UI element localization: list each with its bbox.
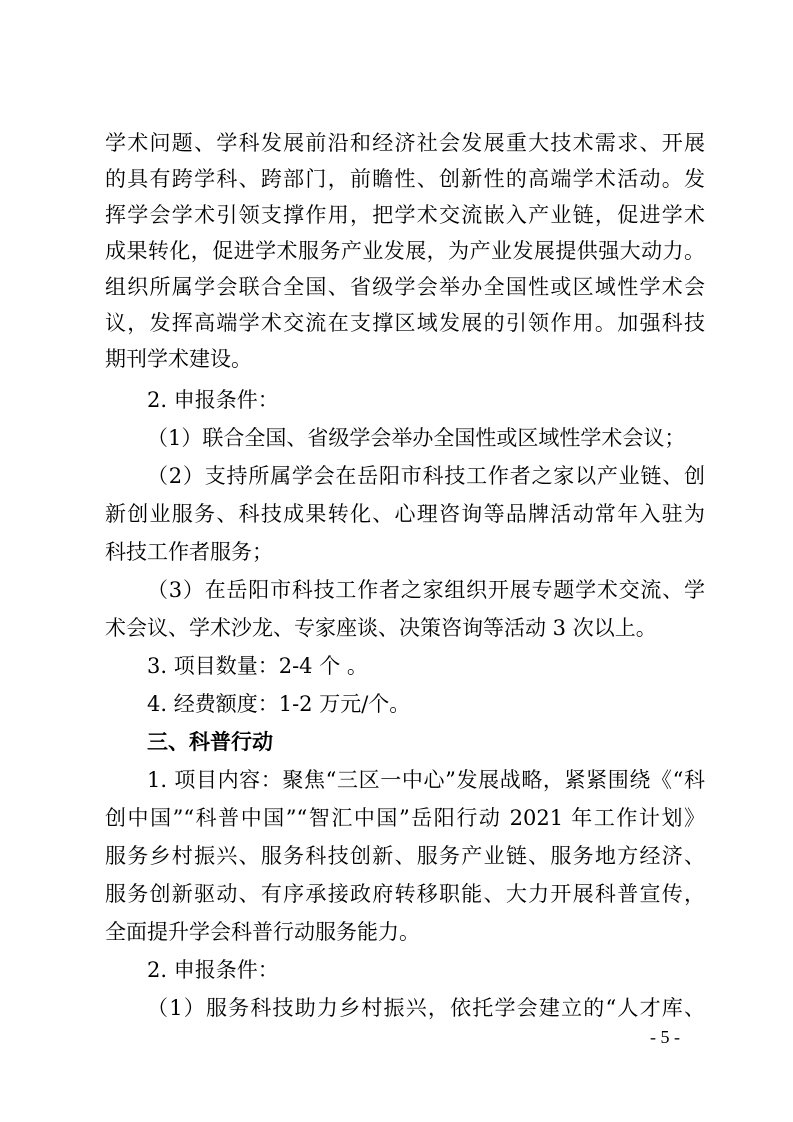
condition-item: （1）联合全国、省级学会举办全国性或区域性学术会议； bbox=[147, 426, 686, 450]
body-line: 议，发挥高端学术交流在支撑区域发展的引领作用。加强科技 bbox=[105, 311, 705, 335]
page-number: - 5 - bbox=[650, 1027, 680, 1047]
body-line: 服务乡村振兴、服务科技创新、服务产业链、服务地方经济、 bbox=[105, 844, 705, 868]
body-line: 新创业服务、科技成果转化、心理咨询等品牌活动常年入驻为 bbox=[105, 502, 705, 526]
body-line: 挥学会学术引领支撑作用，把学术交流嵌入产业链，促进学术 bbox=[105, 203, 705, 227]
body-line: 全面提升学会科普行动服务能力。 bbox=[105, 920, 420, 944]
section-heading: 三、科普行动 bbox=[147, 730, 273, 754]
body-line: 创中国”“科普中国”“智汇中国”岳阳行动 2021 年工作计划》 bbox=[105, 806, 705, 830]
condition-item: （1）服务科技助力乡村振兴，依托学会建立的“人才库、 bbox=[147, 996, 705, 1020]
condition-item: （3）在岳阳市科技工作者之家组织开展专题学术交流、学 bbox=[147, 578, 705, 602]
body-line: 科技工作者服务； bbox=[105, 540, 273, 564]
condition-item: （2）支持所属学会在岳阳市科技工作者之家以产业链、创 bbox=[147, 464, 705, 488]
body-line: 组织所属学会联合全国、省级学会举办全国性或区域性学术会 bbox=[105, 275, 705, 299]
body-line: 服务创新驱动、有序承接政府转移职能、大力开展科普宣传， bbox=[105, 882, 705, 906]
body-line: 学术问题、学科发展前沿和经济社会发展重大技术需求、开展 bbox=[105, 131, 705, 155]
funding-amount: 4. 经费额度：1-2 万元/个。 bbox=[147, 692, 411, 716]
subsection-heading: 2. 申报条件： bbox=[147, 388, 279, 412]
body-line: 的具有跨学科、跨部门，前瞻性、创新性的高端学术活动。发 bbox=[105, 167, 705, 191]
project-content: 1. 项目内容：聚焦“三区一中心”发展战略，紧紧围绕《“科 bbox=[147, 768, 705, 792]
project-count: 3. 项目数量：2-4 个 。 bbox=[147, 654, 368, 678]
subsection-heading: 2. 申报条件： bbox=[147, 958, 279, 982]
body-line: 术会议、学术沙龙、专家座谈、决策咨询等活动 3 次以上。 bbox=[105, 616, 657, 640]
body-line: 成果转化，促进学术服务产业发展，为产业发展提供强大动力。 bbox=[105, 239, 705, 263]
body-line: 期刊学术建设。 bbox=[105, 347, 252, 371]
